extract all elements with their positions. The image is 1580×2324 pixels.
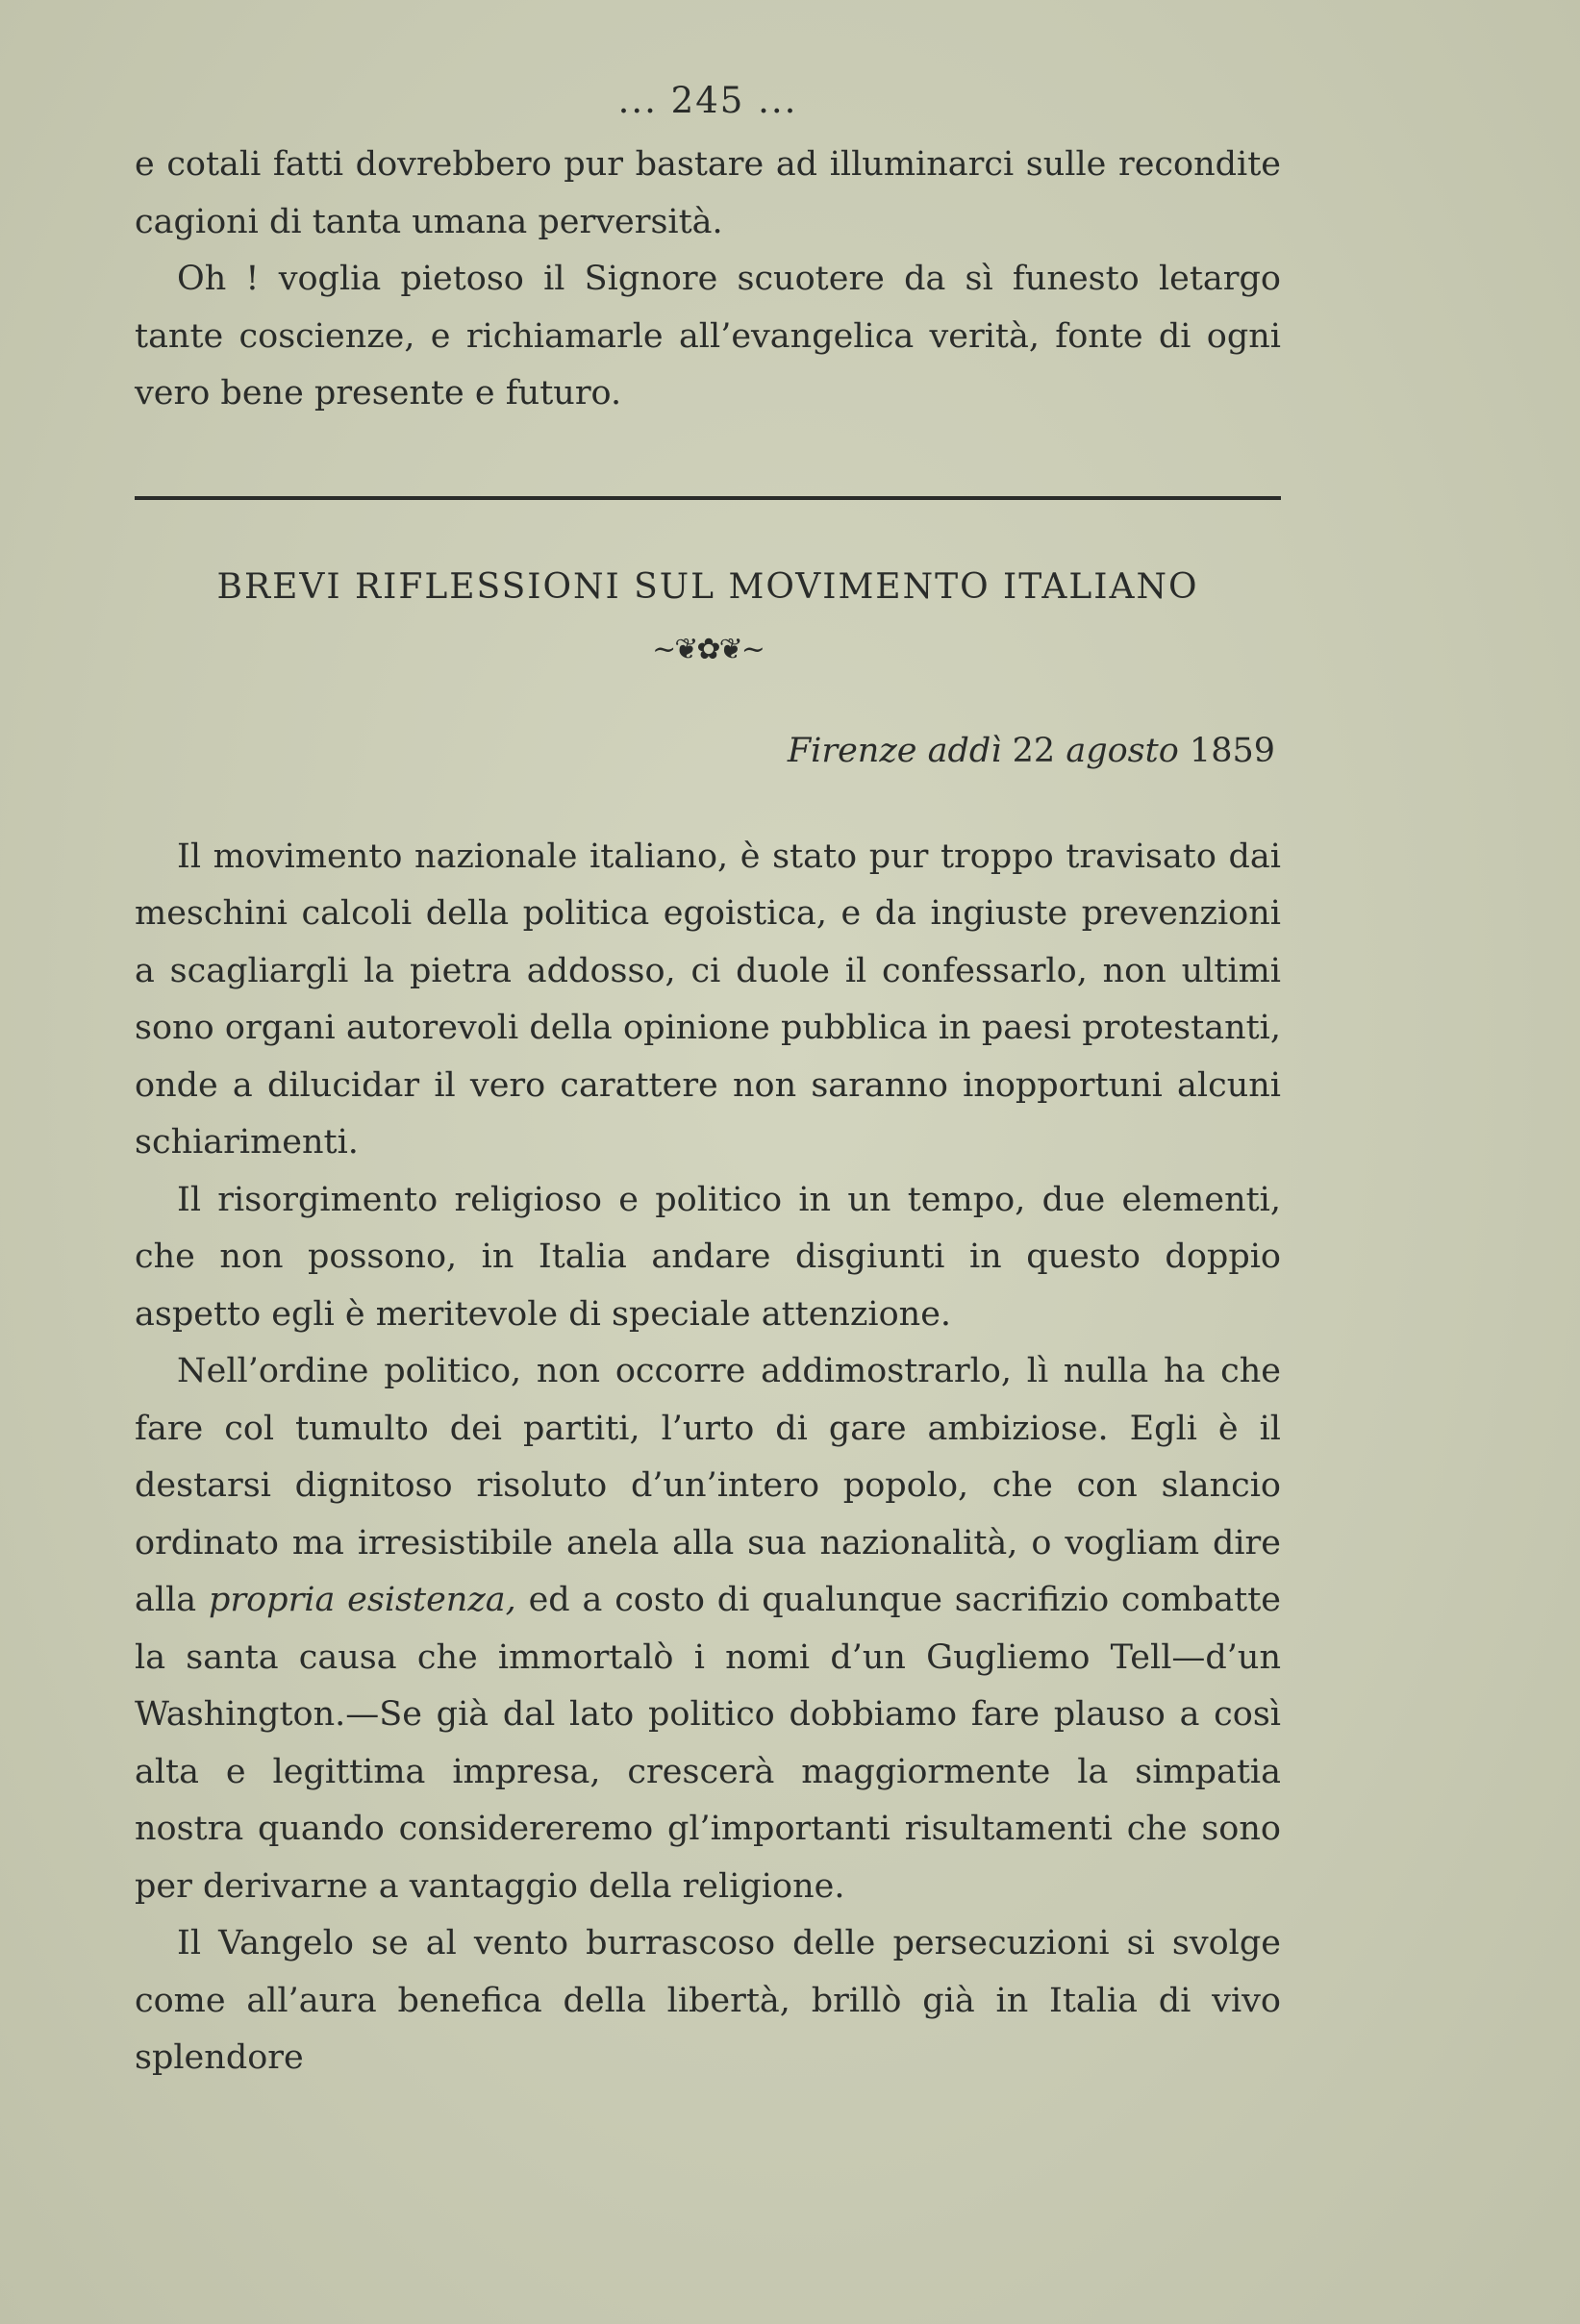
article-paragraph-2: Il risorgimento religioso e politico in un tempo, due elementi, che non possono, in Italia andare disgiunti in questo doppio aspetto egli è meritevole di speciale attenzione. — [135, 1180, 1281, 1334]
dateline-place: Firenze addì — [787, 731, 1002, 770]
paragraph-3-italic-phrase: propria esistenza, — [208, 1581, 516, 1619]
paragraph-3-text-after: ed a costo di qualunque sacrifizio combatte la santa causa che immortalò i nomi d’un Gugliemo Tell—d’un Washington.—Se già dal lato politico dobbiamo fare plauso a così alta e legittima impresa, crescerà maggiormente la simpatia nostra quando considereremo gl’importanti risultamenti che sono per derivarne a vantaggio della religione. — [135, 1581, 1281, 1906]
page-number: ... 245 ... — [617, 80, 798, 121]
title-ornament: ~❦✿❦~ — [652, 632, 764, 666]
article-paragraph-3 — [135, 1343, 1281, 1915]
dateline-year: 1859 — [1189, 731, 1275, 770]
continuation-paragraph-2: Oh ! voglia pietoso il Signore scuotere da sì funesto letargo tante coscienze, e richiamarle all’evangelica verità, fonte di ogni vero bene presente e futuro. — [135, 260, 1281, 412]
dateline — [135, 727, 1281, 775]
article-paragraph-4: Il Vangelo se al vento burrascoso delle persecuzioni si svolge come all’aura benefica della libertà, brillò già in Italia di vivo splendore — [135, 1924, 1281, 2077]
paragraph-3-text-before: Nell’ordine politico, non occorre addimostrarlo, lì nulla ha che fare col tumulto dei partiti, l’urto di gare ambiziose. Egli è il destarsi dignitoso risoluto d’un’intero popolo, che con slancio ordinato ma irresistibile anela alla sua nazionalità, o vogliam dire alla — [135, 1352, 1281, 1619]
section-divider-rule — [135, 496, 1281, 500]
dateline-month: agosto — [1066, 731, 1179, 770]
article-title: BREVI RIFLESSIONI SUL MOVIMENTO ITALIANO — [216, 566, 1199, 607]
article-paragraph-1: Il movimento nazionale italiano, è stato pur troppo travisato dai meschini calcoli della politica egoistica, e da ingiuste prevenzioni a scagliargli la pietra addosso, ci duole il confessarlo, non ultimi sono organi autorevoli della opinione pubblica in paesi protestanti, onde a dilucidar il vero carattere non saranno inopportuni alcuni schiarimenti. — [135, 837, 1281, 1162]
dateline-day: 22 — [1012, 731, 1056, 770]
continuation-paragraph-1: e cotali fatti dovrebbero pur bastare ad illuminarci sulle recondite cagioni di tanta umana perversità. — [135, 145, 1281, 241]
book-page — [135, 77, 1281, 2087]
